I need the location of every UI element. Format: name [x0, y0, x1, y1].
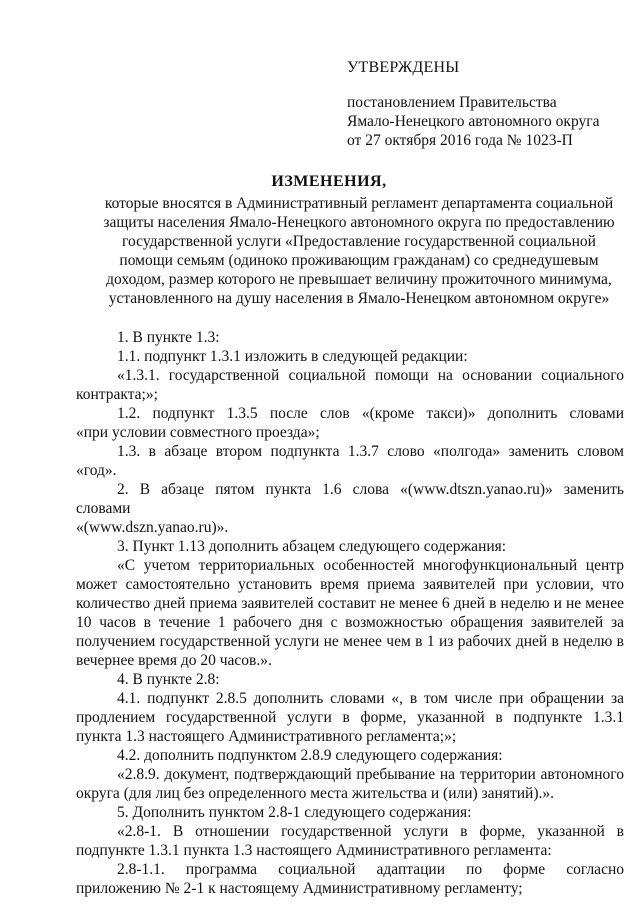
- paragraph-line: пункта 1.3 настоящего Административного регламента;»;: [76, 728, 457, 745]
- paragraph-line: количество дней приема заявителей составит не менее 6 дней в неделю и не менее: [76, 595, 624, 612]
- paragraph: [76, 860, 624, 898]
- subtitle-line: доходом, размер которого не превышает величину прожиточного минимума,: [106, 271, 612, 288]
- paragraph-line: 4.1. подпункт 2.8.5 дополнить словами «, в том числе при обращении за: [117, 690, 624, 707]
- subtitle-line: помощи семьям (одиноко проживающим гражданам) со среднедушевым: [119, 252, 599, 269]
- paragraph-line: вечернее время до 20 часов.».: [76, 652, 272, 669]
- paragraph: [76, 347, 624, 366]
- paragraph-line: может самостоятельно установить время приема заявителей при условии, что: [76, 576, 624, 593]
- paragraph: [76, 366, 624, 404]
- paragraph: [76, 442, 624, 480]
- paragraph-line: 4.2. дополнить подпунктом 2.8.9 следующего содержания:: [117, 747, 503, 764]
- approval-line: Ямало-Ненецкого автономного округа: [347, 113, 600, 130]
- subtitle-line: установленного на душу населения в Ямало-Ненецком автономном округе»: [108, 290, 610, 307]
- paragraph: [76, 670, 624, 689]
- paragraph-line: «1.3.1. государственной социальной помощи на основании социального: [117, 367, 624, 384]
- paragraph-line: 5. Дополнить пунктом 2.8-1 следующего содержания:: [117, 804, 472, 821]
- paragraph-line: «год».: [76, 462, 117, 479]
- document-body: [76, 328, 624, 898]
- paragraph: [76, 556, 624, 670]
- paragraph: [76, 328, 624, 347]
- paragraph-line: «2.8.9. документ, подтверждающий пребывание на территории автономного: [117, 766, 624, 783]
- paragraph-line: 1.2. подпункт 1.3.5 после слов «(кроме такси)» дополнить словами: [117, 405, 624, 422]
- paragraph: [76, 480, 624, 537]
- paragraph-line: 2.8-1.1. программа социальной адаптации по форме согласно: [117, 861, 624, 878]
- paragraph-line: 1.1. подпункт 1.3.1 изложить в следующей редакции:: [117, 348, 468, 365]
- subtitle-line: защиты населения Ямало-Ненецкого автономного округа по предоставлению: [103, 214, 615, 231]
- document-subtitle: [92, 194, 626, 308]
- paragraph: [76, 689, 624, 746]
- paragraph: [76, 765, 624, 803]
- paragraph-line: 1.3. в абзаце втором подпункта 1.3.7 слово «полгода» заменить словом: [117, 443, 624, 460]
- paragraph: [76, 822, 624, 860]
- paragraph-line: «С учетом территориальных особенностей многофункциональный центр: [117, 557, 624, 574]
- paragraph-line: «(www.dszn.yanao.ru)».: [76, 519, 229, 536]
- paragraph: [76, 746, 624, 765]
- paragraph-line: подпункте 1.3.1 пункта 1.3 настоящего Административного регламента:: [76, 842, 552, 859]
- approval-title: УТВЕРЖДЕНЫ: [347, 59, 460, 76]
- paragraph-line: округа (для лиц без определенного места жительства и (или) занятий).».: [76, 785, 555, 802]
- document-title: ИЗМЕНЕНИЯ,: [271, 173, 387, 190]
- paragraph-line: 1. В пункте 1.3:: [117, 329, 220, 346]
- paragraph-line: приложению № 2-1 к настоящему Административному регламенту;: [76, 880, 523, 897]
- subtitle-line: государственной услуги «Предоставление государственной социальной: [122, 233, 596, 250]
- paragraph-line: продлением государственной услуги в форме, указанной в подпункте 1.3.1: [76, 709, 624, 726]
- paragraph-line: «2.8-1. В отношении государственной услуги в форме, указанной в: [117, 823, 624, 840]
- paragraph-line: «при условии совместного проезда»;: [76, 424, 320, 441]
- approval-line: от 27 октября 2016 года № 1023-П: [347, 132, 573, 149]
- approval-block: [347, 58, 627, 150]
- subtitle-line: которые вносятся в Административный регламент департамента социальной: [104, 195, 614, 212]
- paragraph: [76, 537, 624, 556]
- paragraph: [76, 803, 624, 822]
- paragraph-line: 4. В пункте 2.8:: [117, 671, 220, 688]
- paragraph-line: 10 часов в течение 1 рабочего дня с возможностью обращения заявителей за: [76, 614, 624, 631]
- paragraph-line: 2. В абзаце пятом пункта 1.6 слова «(www.dtszn.yanao.ru)» заменить словами: [76, 481, 624, 517]
- approval-line: постановлением Правительства: [347, 94, 557, 111]
- paragraph: [76, 404, 624, 442]
- paragraph-line: получением государственной услуги не менее чем в 1 из рабочих дней в неделю в: [76, 633, 624, 650]
- paragraph-line: контракта;»;: [76, 386, 158, 403]
- paragraph-line: 3. Пункт 1.13 дополнить абзацем следующего содержания:: [117, 538, 507, 555]
